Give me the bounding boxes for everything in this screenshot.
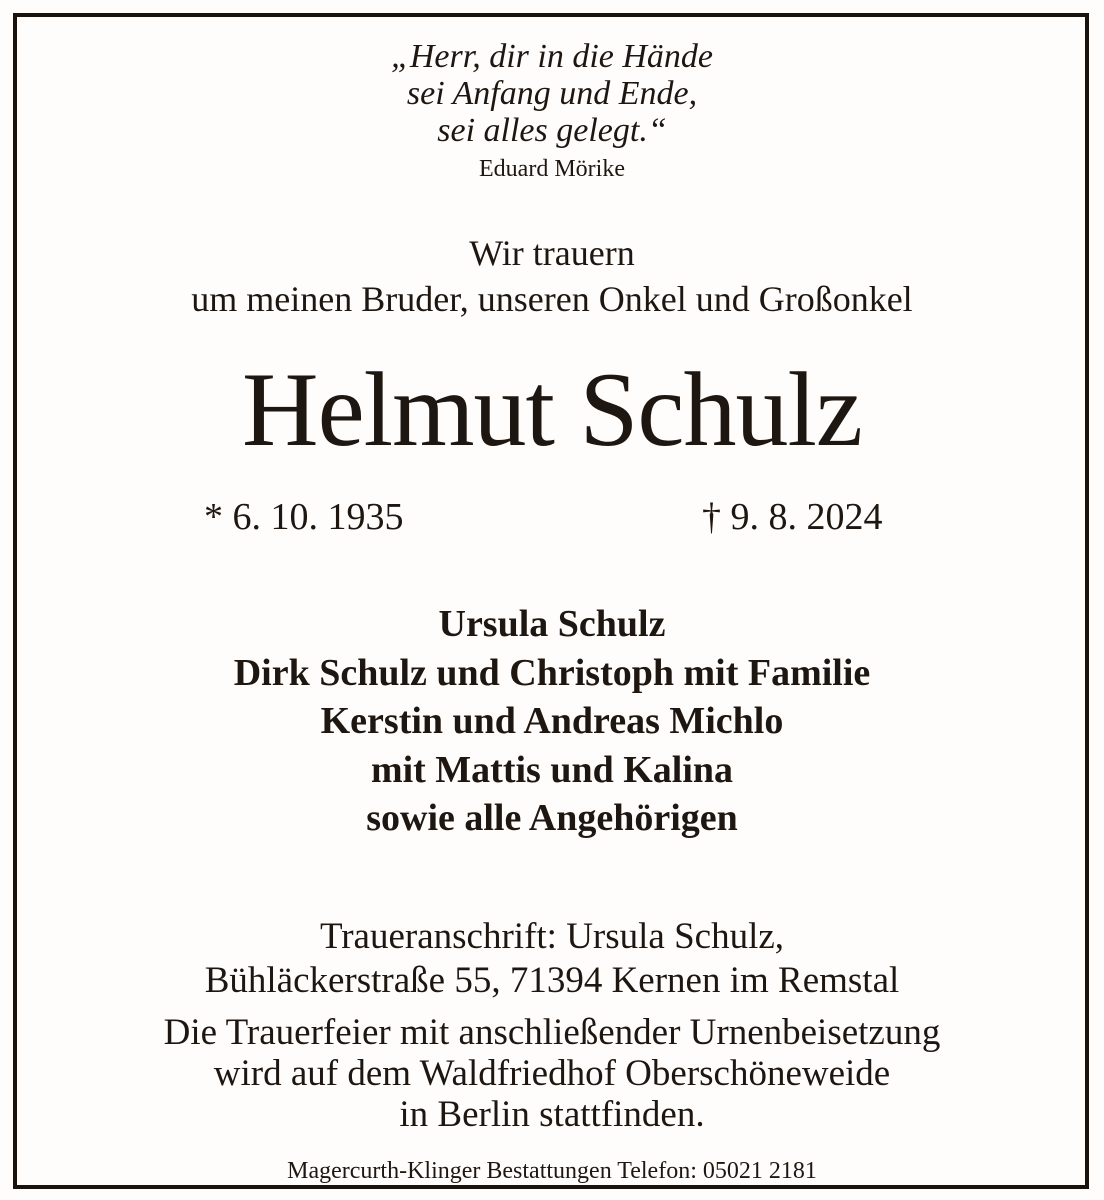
death-date: † 9. 8. 2024 <box>702 496 883 538</box>
ceremony-line: wird auf dem Waldfriedhof Oberschöneweide <box>213 1053 891 1094</box>
mourner: sowie alle Angehörigen <box>366 797 738 839</box>
quote-author: Eduard Mörike <box>479 156 625 182</box>
quote-line: „Herr, dir in die Hände <box>390 38 714 75</box>
ceremony-line: Die Trauerfeier mit anschließender Urnenbeisetzung <box>163 1012 941 1053</box>
intro-line: um meinen Bruder, unseren Onkel und Großonkel <box>191 279 913 319</box>
address-line: Traueranschrift: Ursula Schulz, <box>319 916 785 957</box>
quote-line: sei Anfang und Ende, <box>406 75 698 112</box>
funeral-home-info: Magercurth-Klinger Bestattungen Telefon: 05021 2181 <box>281 1158 823 1184</box>
intro-line: Wir trauern <box>469 233 635 273</box>
mourner: Dirk Schulz und Christoph mit Familie <box>233 651 871 694</box>
ceremony-line: in Berlin stattfinden. <box>399 1094 705 1135</box>
footer <box>0 1158 1104 1184</box>
quote <box>0 38 1104 149</box>
mourner: Kerstin und Andreas Michlo <box>320 700 784 742</box>
deceased-name: Helmut Schulz <box>242 351 862 468</box>
birth-date: * 6. 10. 1935 <box>204 496 404 538</box>
ceremony-info <box>0 1012 1104 1135</box>
quote-line: sei alles gelegt.“ <box>437 112 667 149</box>
mourner: mit Mattis und Kalina <box>370 748 734 791</box>
address-line: Bühläckerstraße 55, 71394 Kernen im Remstal <box>204 960 900 1001</box>
intro <box>0 230 1104 322</box>
mourner: Ursula Schulz <box>438 603 666 645</box>
mourning-address <box>0 915 1104 1003</box>
mourners-list <box>0 600 1104 843</box>
